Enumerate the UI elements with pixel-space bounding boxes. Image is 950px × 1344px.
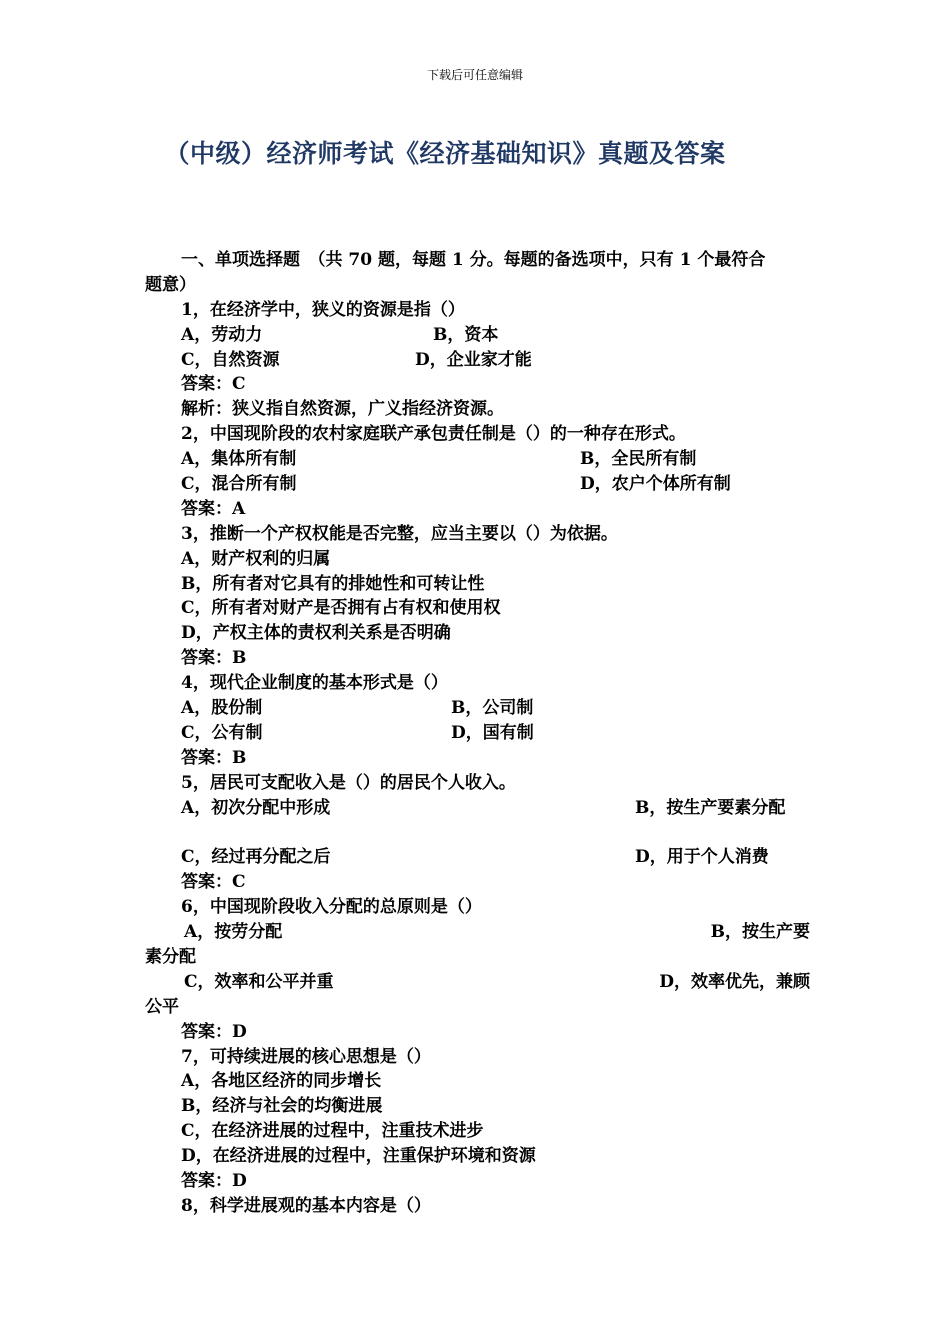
question-5-option-b: B，按生产要素分配: [635, 797, 786, 818]
question-1-option-c: C，自然资源: [181, 349, 280, 370]
question-4-stem: 4，现代企业制度的基本形式是（）: [181, 673, 448, 694]
question-6-option-a: A，按劳分配: [184, 922, 283, 943]
header-note: 下载后可任意编辑: [426, 68, 523, 82]
question-1-answer: 答案：C: [181, 374, 246, 395]
question-1-option-d: D，企业家才能: [415, 349, 532, 370]
question-5-stem: 5，居民可支配收入是（）的居民个人收入。: [181, 772, 516, 793]
question-7-option-a: A，各地区经济的同步增长: [181, 1071, 382, 1092]
question-2-option-c: C，混合所有制: [181, 474, 297, 495]
question-3-option-b: B，所有者对它具有的排她性和可转让性: [181, 573, 485, 594]
question-5-options-ab: [145, 796, 810, 821]
question-8-stem: 8，科学进展观的基本内容是（）: [181, 1195, 431, 1216]
question-5-option-a: A，初次分配中形成: [181, 797, 331, 818]
question-2-answer: 答案：A: [181, 498, 246, 519]
question-6-option-b-continued: 素分配: [145, 946, 196, 967]
question-1-stem: 1，在经济学中，狭义的资源是指（）: [181, 299, 465, 320]
question-4-option-a: A，股份制: [181, 698, 263, 719]
question-2-option-b: B，全民所有制: [580, 449, 697, 470]
question-7-option-c: C，在经济进展的过程中，注重技术进步: [181, 1121, 484, 1142]
document-title: （中级）经济师考试《经济基础知识》真题及答案: [164, 139, 726, 168]
question-2-options-cd: [145, 472, 810, 497]
question-2-stem: 2，中国现阶段的农村家庭联产承包责任制是（）的一种存在形式。: [181, 424, 686, 445]
question-3-option-a: A，财产权利的归属: [181, 548, 331, 569]
question-3-answer: 答案：B: [181, 648, 247, 669]
question-6-option-d: D，效率优先，兼顾: [659, 971, 810, 992]
question-6-options-cd: [145, 970, 810, 995]
section-heading: 一、单项选择题 （共 70 题，每题 1 分。每题的备选项中，只有 1 个最符合: [181, 250, 766, 270]
section-heading-continued: 题意）: [145, 274, 196, 295]
question-1-options-cd: [145, 348, 810, 373]
question-5-option-d: D，用于个人消费: [635, 847, 769, 868]
question-list: [145, 248, 810, 1219]
question-6-option-d-continued: 公平: [145, 996, 179, 1017]
question-7-option-d: D，在经济进展的过程中，注重保护环境和资源: [181, 1146, 536, 1167]
question-6-options-ab: [145, 920, 810, 945]
question-2-option-a: A，集体所有制: [181, 449, 297, 470]
question-1-options-ab: [145, 323, 810, 348]
question-6-answer: 答案：D: [181, 1021, 247, 1042]
question-5-option-c: C，经过再分配之后: [181, 847, 331, 868]
question-6-option-b: B，按生产要: [710, 922, 810, 943]
question-4-options-cd: [145, 721, 810, 746]
question-7-stem: 7，可持续进展的核心思想是（）: [181, 1046, 431, 1067]
question-4-option-c: C，公有制: [181, 722, 263, 743]
question-3-option-c: C，所有者对财产是否拥有占有权和使用权: [181, 598, 501, 619]
question-1-option-a: A，劳动力: [181, 324, 263, 345]
question-3-stem: 3，推断一个产权权能是否完整，应当主要以（）为依据。: [181, 523, 618, 544]
question-4-option-d: D，国有制: [451, 722, 534, 743]
question-2-options-ab: [145, 447, 810, 472]
question-4-option-b: B，公司制: [451, 698, 534, 719]
question-7-option-b: B，经济与社会的均衡进展: [181, 1096, 383, 1117]
question-1-analysis: 解析：狭义指自然资源，广义指经济资源。: [181, 399, 504, 420]
question-5-answer: 答案：C: [181, 872, 246, 893]
question-4-answer: 答案：B: [181, 747, 247, 768]
question-3-option-d: D，产权主体的责权利关系是否明确: [181, 623, 451, 644]
question-4-options-ab: [145, 696, 810, 721]
question-7-answer: 答案：D: [181, 1170, 247, 1191]
question-2-option-d: D，农户个体所有制: [580, 474, 731, 495]
question-6-option-c: C，效率和公平并重: [184, 971, 334, 992]
question-1-option-b: B，资本: [433, 324, 499, 345]
blank-line: [145, 820, 810, 845]
question-5-options-cd: [145, 845, 810, 870]
question-6-stem: 6，中国现阶段收入分配的总原则是（）: [181, 897, 482, 918]
